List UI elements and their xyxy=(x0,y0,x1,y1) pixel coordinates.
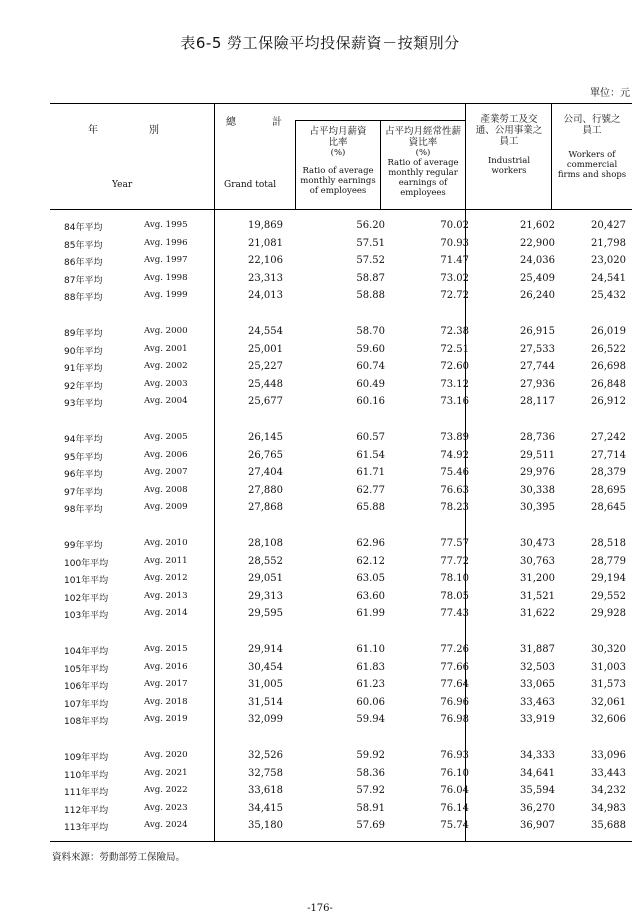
table-row xyxy=(50,695,632,713)
r2-cell: 75.74 xyxy=(440,820,469,832)
r2-cell: 76.04 xyxy=(440,785,469,797)
r2-cell: 76.63 xyxy=(440,484,469,496)
r2-cell: 76.93 xyxy=(440,750,469,761)
year-en-cell: Avg. 1997 xyxy=(144,255,188,266)
ind-cell: 21,602 xyxy=(520,220,555,231)
com-cell: 30,320 xyxy=(591,644,626,655)
total-cell: 26,765 xyxy=(248,449,283,461)
r2-cell: 70.93 xyxy=(440,237,469,249)
r1-cell: 57.69 xyxy=(356,820,385,832)
r2-cell: 77.57 xyxy=(440,538,469,549)
ratio-reg-header-en: Ratio of average monthly regular earnings of employees xyxy=(387,158,459,198)
year-en-cell: Avg. 2000 xyxy=(144,326,188,336)
column-divider xyxy=(380,120,381,209)
ratio-avg-header-pct: (%) xyxy=(330,148,346,158)
table-row xyxy=(50,288,632,306)
ind-cell: 29,976 xyxy=(520,467,555,479)
table-row xyxy=(50,748,632,766)
com-cell: 33,096 xyxy=(591,750,626,761)
ind-cell: 30,763 xyxy=(520,555,555,567)
total-cell: 26,145 xyxy=(248,432,283,443)
ind-cell: 32,503 xyxy=(520,661,555,673)
total-cell: 24,554 xyxy=(248,326,283,337)
ind-cell: 33,919 xyxy=(520,714,555,726)
total-cell: 33,618 xyxy=(248,785,283,797)
year-zh-cell: 109年平均 xyxy=(64,753,109,763)
table-row xyxy=(50,606,632,624)
com-cell: 26,019 xyxy=(591,326,626,337)
table-row xyxy=(50,642,632,660)
r2-cell: 74.92 xyxy=(440,449,469,461)
year-en-cell: Avg. 2022 xyxy=(144,785,188,796)
ind-cell: 27,744 xyxy=(520,361,555,373)
r1-cell: 60.06 xyxy=(356,696,385,708)
r2-cell: 77.26 xyxy=(440,644,469,655)
r1-cell: 57.92 xyxy=(356,785,385,797)
year-zh-cell: 89年平均 xyxy=(64,329,103,339)
r2-cell: 76.14 xyxy=(440,802,469,814)
total-cell: 25,001 xyxy=(248,343,283,355)
com-cell: 31,003 xyxy=(591,661,626,673)
ind-cell: 27,533 xyxy=(520,343,555,355)
r2-cell: 77.72 xyxy=(440,555,469,567)
com-cell: 27,714 xyxy=(591,449,626,461)
total-cell: 30,454 xyxy=(248,661,283,673)
ind-cell: 30,395 xyxy=(520,502,555,514)
com-cell: 28,518 xyxy=(591,538,626,549)
r1-cell: 61.83 xyxy=(356,661,385,673)
total-cell: 21,081 xyxy=(248,237,283,249)
total-cell: 23,313 xyxy=(248,272,283,284)
com-cell: 29,194 xyxy=(591,573,626,585)
year-en-cell: Avg. 2016 xyxy=(144,661,188,672)
year-zh-cell: 105年平均 xyxy=(64,664,109,675)
year-en-cell: Avg. 2024 xyxy=(144,820,188,831)
r2-cell: 73.89 xyxy=(440,432,469,443)
header-bottom-border xyxy=(50,209,632,210)
year-zh-cell: 87年平均 xyxy=(64,275,103,286)
year-en-cell: Avg. 2005 xyxy=(144,432,188,442)
year-zh-cell: 100年平均 xyxy=(64,558,109,569)
r1-cell: 61.23 xyxy=(356,679,385,691)
year-zh-cell: 85年平均 xyxy=(64,240,103,251)
source-note: 資料來源：勞動部勞工保險局。 xyxy=(52,852,186,863)
year-zh-cell: 97年平均 xyxy=(64,487,103,498)
table-row xyxy=(50,253,632,271)
ind-cell: 27,936 xyxy=(520,378,555,390)
ratio-avg-header xyxy=(297,126,379,196)
table-row xyxy=(50,571,632,589)
ind-cell: 33,065 xyxy=(520,679,555,691)
year-zh-cell: 113年平均 xyxy=(64,823,109,834)
table-top-border xyxy=(50,103,632,104)
total-cell: 31,005 xyxy=(248,679,283,691)
year-en-cell: Avg. 2010 xyxy=(144,538,188,548)
r2-cell: 78.23 xyxy=(440,502,469,514)
table-row xyxy=(50,589,632,607)
ind-cell: 31,887 xyxy=(520,644,555,655)
table-row xyxy=(50,483,632,501)
r1-cell: 61.99 xyxy=(356,608,385,620)
r2-cell: 72.51 xyxy=(440,343,469,355)
r2-cell: 77.43 xyxy=(440,608,469,620)
r1-cell: 60.49 xyxy=(356,378,385,390)
total-cell: 28,552 xyxy=(248,555,283,567)
ind-cell: 24,036 xyxy=(520,255,555,267)
table-row xyxy=(50,394,632,412)
table-row xyxy=(50,801,632,819)
year-en-cell: Avg. 1999 xyxy=(144,290,188,301)
com-cell: 31,573 xyxy=(591,679,626,691)
year-zh-cell: 108年平均 xyxy=(64,717,109,728)
r2-cell: 77.64 xyxy=(440,679,469,691)
r1-cell: 60.16 xyxy=(356,396,385,408)
table-row xyxy=(50,712,632,730)
com-cell: 34,983 xyxy=(591,802,626,814)
r1-cell: 59.92 xyxy=(356,750,385,761)
ind-cell: 31,622 xyxy=(520,608,555,620)
total-cell: 27,880 xyxy=(248,484,283,496)
r1-cell: 62.12 xyxy=(356,555,385,567)
com-cell: 28,645 xyxy=(591,502,626,514)
ratio-reg-header-zh: 占平均月經常性薪資比率 xyxy=(384,126,461,148)
r1-cell: 61.10 xyxy=(356,644,385,655)
year-zh-cell: 98年平均 xyxy=(64,505,103,516)
ind-cell: 28,736 xyxy=(520,432,555,443)
year-header-en: Year xyxy=(112,180,133,190)
unit-label: 單位：元 xyxy=(590,88,630,99)
r2-cell: 72.72 xyxy=(440,290,469,302)
year-en-cell: Avg. 2003 xyxy=(144,378,188,389)
year-en-cell: Avg. 2019 xyxy=(144,714,188,725)
commercial-header xyxy=(555,114,629,180)
com-cell: 32,061 xyxy=(591,696,626,708)
table-row xyxy=(50,342,632,360)
r1-cell: 61.54 xyxy=(356,449,385,461)
com-cell: 34,232 xyxy=(591,785,626,797)
year-zh-cell: 110年平均 xyxy=(64,770,109,781)
table-row xyxy=(50,536,632,554)
com-cell: 35,688 xyxy=(591,820,626,832)
r1-cell: 58.36 xyxy=(356,767,385,779)
r2-cell: 77.66 xyxy=(440,661,469,673)
r1-cell: 57.52 xyxy=(356,255,385,267)
ind-cell: 33,463 xyxy=(520,696,555,708)
year-zh-cell: 107年平均 xyxy=(64,699,109,710)
year-header-zh-a: 年 xyxy=(88,125,98,136)
r1-cell: 58.88 xyxy=(356,290,385,302)
year-zh-cell: 101年平均 xyxy=(64,576,109,587)
total-cell: 29,914 xyxy=(248,644,283,655)
com-cell: 21,798 xyxy=(591,237,626,249)
total-header-zh-b: 計 xyxy=(272,117,282,128)
com-cell: 26,848 xyxy=(591,378,626,390)
ind-cell: 30,473 xyxy=(520,538,555,549)
r2-cell: 73.16 xyxy=(440,396,469,408)
table-row xyxy=(50,377,632,395)
total-cell: 29,051 xyxy=(248,573,283,585)
industrial-header-en: Industrial workers xyxy=(487,156,531,176)
table-row xyxy=(50,677,632,695)
year-zh-cell: 111年平均 xyxy=(64,788,109,799)
ind-cell: 36,907 xyxy=(520,820,555,832)
total-cell: 25,227 xyxy=(248,361,283,373)
r1-cell: 59.94 xyxy=(356,714,385,726)
com-cell: 27,242 xyxy=(591,432,626,443)
table-row xyxy=(50,324,632,342)
r2-cell: 75.46 xyxy=(440,467,469,479)
total-cell: 29,313 xyxy=(248,590,283,602)
ind-cell: 31,200 xyxy=(520,573,555,585)
industrial-header-zh: 產業勞工及交通、公用事業之員工 xyxy=(475,114,543,147)
r1-cell: 56.20 xyxy=(356,220,385,231)
year-en-cell: Avg. 2004 xyxy=(144,396,188,407)
year-zh-cell: 91年平均 xyxy=(64,364,103,375)
ind-cell: 35,594 xyxy=(520,785,555,797)
ind-cell: 25,409 xyxy=(520,272,555,284)
ind-cell: 36,270 xyxy=(520,802,555,814)
year-en-cell: Avg. 2001 xyxy=(144,343,188,354)
com-cell: 24,541 xyxy=(591,272,626,284)
year-zh-cell: 88年平均 xyxy=(64,293,103,304)
year-en-cell: Avg. 2015 xyxy=(144,644,188,654)
ind-cell: 26,915 xyxy=(520,326,555,337)
ratio-reg-header-pct: (%) xyxy=(415,148,431,158)
total-cell: 29,595 xyxy=(248,608,283,620)
com-cell: 23,020 xyxy=(591,255,626,267)
year-en-cell: Avg. 2018 xyxy=(144,696,188,707)
r1-cell: 58.87 xyxy=(356,272,385,284)
page-number: -176- xyxy=(307,903,333,914)
ind-cell: 28,117 xyxy=(520,396,555,408)
r1-cell: 63.05 xyxy=(356,573,385,585)
year-zh-cell: 86年平均 xyxy=(64,258,103,269)
table-row xyxy=(50,783,632,801)
total-header-zh-a: 總 xyxy=(226,117,236,128)
r1-cell: 60.74 xyxy=(356,361,385,373)
page-title: 表6-5 勞工保險平均投保薪資－按類別分 xyxy=(180,34,460,52)
r2-cell: 72.60 xyxy=(440,361,469,373)
table-row xyxy=(50,818,632,836)
year-en-cell: Avg. 2009 xyxy=(144,502,188,513)
total-cell: 22,106 xyxy=(248,255,283,267)
total-cell: 25,448 xyxy=(248,378,283,390)
table-row xyxy=(50,430,632,448)
r1-cell: 57.51 xyxy=(356,237,385,249)
year-en-cell: Avg. 2017 xyxy=(144,679,188,690)
table-row xyxy=(50,660,632,678)
ind-cell: 22,900 xyxy=(520,237,555,249)
year-en-cell: Avg. 2020 xyxy=(144,750,188,760)
year-zh-cell: 102年平均 xyxy=(64,593,109,604)
table-row xyxy=(50,218,632,236)
year-en-cell: Avg. 1995 xyxy=(144,220,188,230)
total-cell: 32,099 xyxy=(248,714,283,726)
commercial-header-zh: 公司、行號之員工 xyxy=(563,114,621,136)
com-cell: 20,427 xyxy=(591,220,626,231)
r1-cell: 59.60 xyxy=(356,343,385,355)
year-en-cell: Avg. 2021 xyxy=(144,767,188,778)
r1-cell: 61.71 xyxy=(356,467,385,479)
ind-cell: 30,338 xyxy=(520,484,555,496)
r1-cell: 60.57 xyxy=(356,432,385,443)
table-row xyxy=(50,359,632,377)
year-zh-cell: 95年平均 xyxy=(64,452,103,463)
column-divider xyxy=(551,103,552,209)
r2-cell: 73.12 xyxy=(440,378,469,390)
table-row xyxy=(50,766,632,784)
r1-cell: 58.70 xyxy=(356,326,385,337)
r2-cell: 78.10 xyxy=(440,573,469,585)
year-en-cell: Avg. 2023 xyxy=(144,802,188,813)
total-cell: 25,677 xyxy=(248,396,283,408)
r2-cell: 76.96 xyxy=(440,696,469,708)
r2-cell: 71.47 xyxy=(440,255,469,267)
total-cell: 27,868 xyxy=(248,502,283,514)
year-en-cell: Avg. 2014 xyxy=(144,608,188,619)
year-zh-cell: 106年平均 xyxy=(64,682,109,693)
total-cell: 32,758 xyxy=(248,767,283,779)
year-en-cell: Avg. 2013 xyxy=(144,590,188,601)
r2-cell: 76.10 xyxy=(440,767,469,779)
year-en-cell: Avg. 1996 xyxy=(144,237,188,248)
table-row xyxy=(50,448,632,466)
total-cell: 27,404 xyxy=(248,467,283,479)
com-cell: 28,379 xyxy=(591,467,626,479)
r2-cell: 73.02 xyxy=(440,272,469,284)
year-en-cell: Avg. 2012 xyxy=(144,573,188,584)
total-cell: 32,526 xyxy=(248,750,283,761)
com-cell: 28,779 xyxy=(591,555,626,567)
year-zh-cell: 92年平均 xyxy=(64,381,103,392)
year-zh-cell: 84年平均 xyxy=(64,223,103,233)
com-cell: 26,522 xyxy=(591,343,626,355)
year-zh-cell: 94年平均 xyxy=(64,435,103,445)
year-en-cell: Avg. 2011 xyxy=(144,555,188,566)
table-row xyxy=(50,554,632,572)
table-row xyxy=(50,500,632,518)
year-zh-cell: 96年平均 xyxy=(64,470,103,481)
year-zh-cell: 104年平均 xyxy=(64,647,109,657)
total-cell: 35,180 xyxy=(248,820,283,832)
ind-cell: 34,641 xyxy=(520,767,555,779)
total-cell: 31,514 xyxy=(248,696,283,708)
com-cell: 33,443 xyxy=(591,767,626,779)
r1-cell: 63.60 xyxy=(356,590,385,602)
year-zh-cell: 99年平均 xyxy=(64,541,103,551)
com-cell: 26,912 xyxy=(591,396,626,408)
r2-cell: 78.05 xyxy=(440,590,469,602)
ratio-avg-header-en: Ratio of average monthly earnings of employees xyxy=(300,166,376,196)
r1-cell: 58.91 xyxy=(356,802,385,814)
com-cell: 28,695 xyxy=(591,484,626,496)
com-cell: 29,552 xyxy=(591,590,626,602)
industrial-header xyxy=(470,114,548,176)
r2-cell: 76.98 xyxy=(440,714,469,726)
r1-cell: 62.77 xyxy=(356,484,385,496)
r2-cell: 70.02 xyxy=(440,220,469,231)
ind-cell: 34,333 xyxy=(520,750,555,761)
ind-cell: 31,521 xyxy=(520,590,555,602)
year-zh-cell: 103年平均 xyxy=(64,611,109,622)
com-cell: 25,432 xyxy=(591,290,626,302)
year-en-cell: Avg. 2007 xyxy=(144,467,188,478)
com-cell: 26,698 xyxy=(591,361,626,373)
table-row xyxy=(50,271,632,289)
r2-cell: 72.38 xyxy=(440,326,469,337)
table-bottom-border xyxy=(50,841,632,842)
total-cell: 19,869 xyxy=(248,220,283,231)
year-en-cell: Avg. 2002 xyxy=(144,361,188,372)
year-zh-cell: 90年平均 xyxy=(64,346,103,357)
table-row xyxy=(50,236,632,254)
table-row xyxy=(50,465,632,483)
ind-cell: 26,240 xyxy=(520,290,555,302)
year-header-zh-b: 別 xyxy=(149,125,159,136)
ratio-avg-header-zh: 占平均月薪資比率 xyxy=(309,126,367,148)
total-header-en: Grand total xyxy=(224,180,277,190)
year-zh-cell: 93年平均 xyxy=(64,399,103,410)
total-cell: 34,415 xyxy=(248,802,283,814)
ind-cell: 29,511 xyxy=(520,449,555,461)
year-en-cell: Avg. 2008 xyxy=(144,484,188,495)
r1-cell: 62.96 xyxy=(356,538,385,549)
total-cell: 24,013 xyxy=(248,290,283,302)
year-en-cell: Avg. 2006 xyxy=(144,449,188,460)
year-zh-cell: 112年平均 xyxy=(64,805,109,816)
r1-cell: 65.88 xyxy=(356,502,385,514)
total-cell: 28,108 xyxy=(248,538,283,549)
commercial-header-en: Workers of commercial firms and shops xyxy=(557,150,627,180)
com-cell: 32,606 xyxy=(591,714,626,726)
com-cell: 29,928 xyxy=(591,608,626,620)
ratio-reg-header xyxy=(382,126,464,198)
year-en-cell: Avg. 1998 xyxy=(144,272,188,283)
